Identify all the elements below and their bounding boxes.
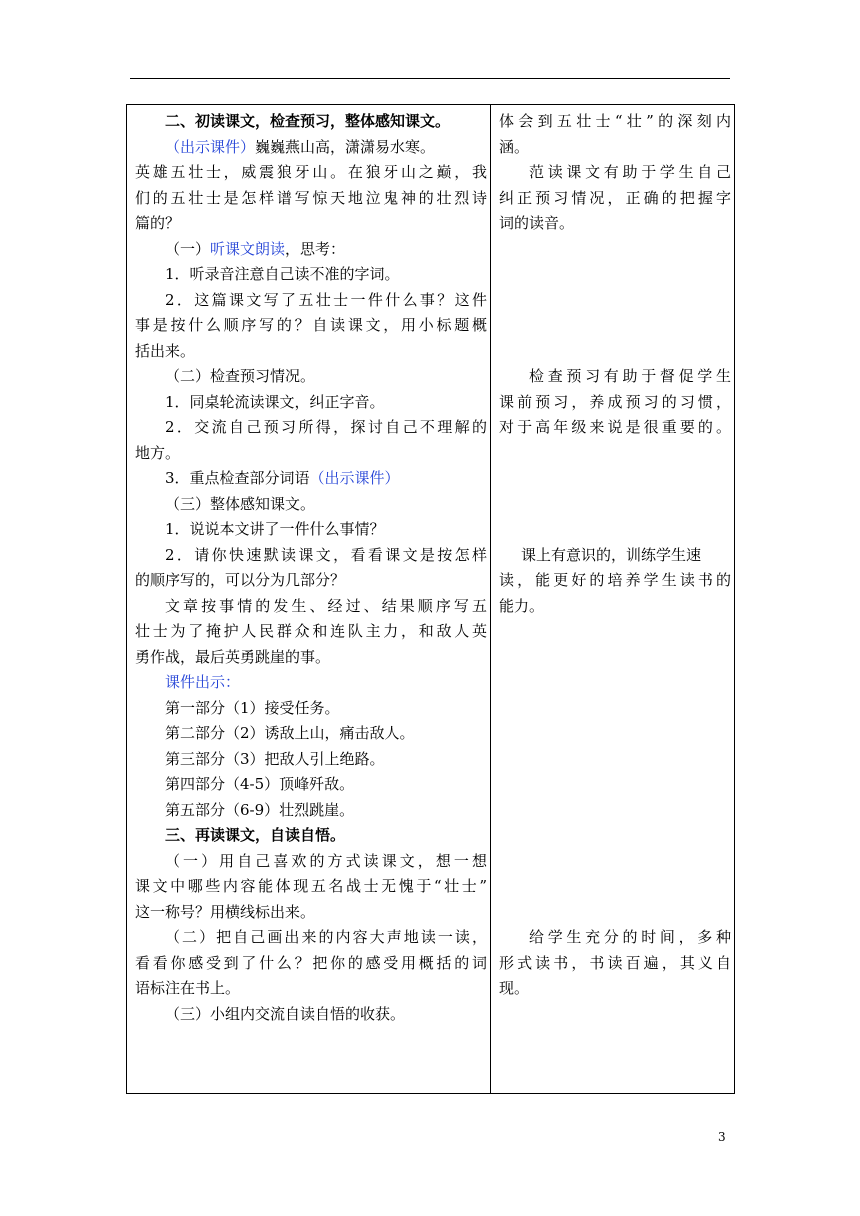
part-item: 第二部分（2）诱敌上山，痛击敌人。 <box>165 724 415 742</box>
subsection-number: （一） <box>165 239 211 258</box>
activity-line: （一）用自己喜欢的方式读课文，想一想 <box>165 851 487 870</box>
activity-line: 看看你感受到了什么？把你的感受用概括的词 <box>135 953 487 972</box>
intro-line: 英雄五壮士，威震狼牙山。在狼牙山之巅，我 <box>135 163 487 181</box>
design-intent-column <box>499 109 731 1002</box>
activity-line: 语标注在书上。 <box>135 979 241 997</box>
listen-link-text: 听课文朗读 <box>210 239 286 258</box>
question-line: 2．这篇课文写了五壮士一件什么事？这件 <box>165 290 487 309</box>
question-line: 1．同桌轮流读课文，纠正字音。 <box>165 392 385 411</box>
section-two-heading: 二、初读课文，检查预习，整体感知课文。 <box>165 112 451 130</box>
note-line: 体会到五壮士“壮”的深刻内 <box>499 112 731 130</box>
part-item: 第五部分（6-9）壮烈跳崖。 <box>165 800 355 819</box>
activity-line: 这一称号？用横线标出来。 <box>135 902 316 921</box>
page-number: 3 <box>718 1130 726 1144</box>
courseware-tag: （出示课件） <box>309 469 400 487</box>
question-line: 1．听录音注意自己读不准的字词。 <box>165 265 400 283</box>
note-line: 范读课文有助于学生自己 <box>529 163 731 181</box>
note-line: 词的读音。 <box>499 214 575 232</box>
subsection-listen <box>135 237 487 263</box>
note-line: 课上有意识的，训练学生速 <box>521 545 702 564</box>
question-line: 2．交流自己预习所得，探讨自己不理解的 <box>165 418 487 436</box>
courseware-display-label: 课件出示： <box>165 673 241 691</box>
section-three-heading: 三、再读课文，自读自悟。 <box>165 826 346 844</box>
question-line: 1．说说本文讲了一件什么事情？ <box>165 520 385 538</box>
answer-line: 壮士为了掩护人民群众和连队主力，和敌人英 <box>135 622 487 640</box>
note-line: 纠正预习情况，正确的把握字 <box>499 188 731 207</box>
note-line: 读，能更好的培养学生读书的 <box>499 571 731 589</box>
question-line <box>135 466 487 492</box>
note-line: 形式读书，书读百遍，其义自 <box>499 953 731 972</box>
activity-line: （二）把自己画出来的内容大声地读一读， <box>165 928 487 946</box>
note-line: 课前预习，养成预习的习惯， <box>499 392 731 411</box>
subsection-preview: （二）检查预习情况。 <box>165 367 316 385</box>
question-line: 事是按什么顺序写的？自读课文，用小标题概 <box>135 316 487 334</box>
intro-line <box>135 135 487 161</box>
column-divider <box>490 105 491 1093</box>
question-line: 的顺序写的，可以分为几部分？ <box>135 571 346 589</box>
note-line: 现。 <box>499 979 530 997</box>
courseware-tag: （出示课件） <box>165 137 256 156</box>
question-line: 括出来。 <box>135 341 196 360</box>
answer-line: 勇作战，最后英勇跳崖的事。 <box>135 647 331 666</box>
intro-text: 巍巍燕山高，潇潇易水寒。 <box>255 137 436 156</box>
note-line: 给学生充分的时间，多种 <box>529 928 731 946</box>
subsection-overview: （三）整体感知课文。 <box>165 494 316 513</box>
note-line: 能力。 <box>499 596 545 615</box>
answer-line: 文章按事情的发生、经过、结果顺序写五 <box>165 596 487 615</box>
note-line: 对于高年级来说是很重要的。 <box>499 418 731 436</box>
part-item: 第四部分（4-5）顶峰歼敌。 <box>165 775 355 793</box>
question-line: 地方。 <box>135 443 181 462</box>
question-line: 2．请你快速默读课文，看看课文是按怎样 <box>165 545 487 564</box>
part-item: 第三部分（3）把敌人引上绝路。 <box>165 749 385 768</box>
teaching-process-column <box>135 109 487 1027</box>
header-rule <box>130 78 730 79</box>
subsection-text: ，思考： <box>285 239 346 258</box>
activity-line: （三）小组内交流自读自悟的收获。 <box>165 1004 406 1023</box>
intro-line: 篇的？ <box>135 214 181 232</box>
lesson-plan-table <box>126 104 735 1094</box>
intro-line: 们的五壮士是怎样谱写惊天地泣鬼神的壮烈诗 <box>135 188 487 207</box>
part-item: 第一部分（1）接受任务。 <box>165 698 340 717</box>
activity-line: 课文中哪些内容能体现五名战士无愧于“壮士” <box>135 877 487 895</box>
note-line: 检查预习有助于督促学生 <box>529 367 731 385</box>
question-text: 3．重点检查部分词语 <box>165 469 310 487</box>
note-line: 涵。 <box>499 137 530 156</box>
